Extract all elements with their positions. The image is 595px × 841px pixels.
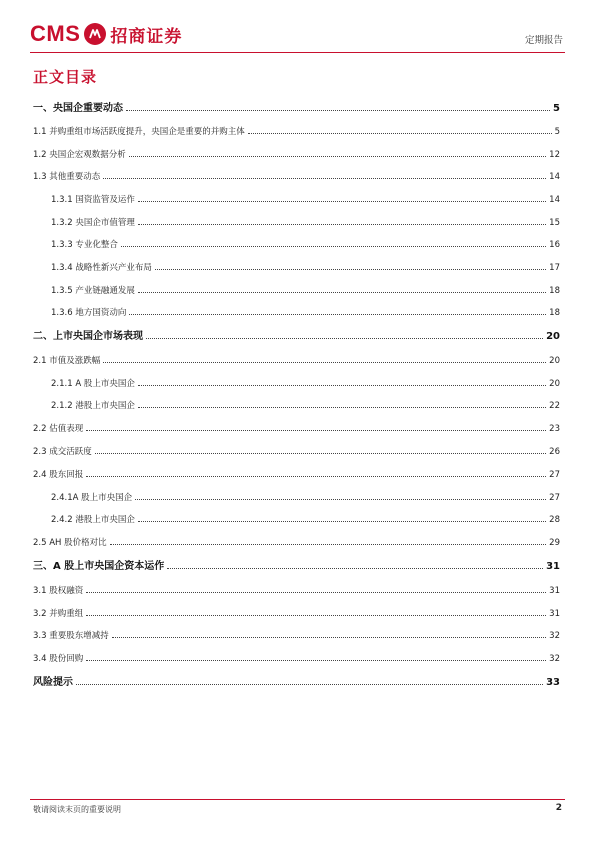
toc-entry-label: 2.4.2 港股上市央国企 — [51, 515, 135, 525]
toc-entry-page: 14 — [549, 172, 560, 182]
toc-entry-label: 2.5 AH 股价格对比 — [33, 538, 107, 548]
toc-entry-label: 2.3 成交活跃度 — [33, 447, 92, 457]
toc-entry-label: 1.3.4 战略性新兴产业布局 — [51, 263, 152, 273]
toc-entry-level-2[interactable] — [33, 350, 560, 366]
toc-entry-label: 2.4 股东回报 — [33, 470, 84, 480]
toc-dot-leader — [76, 684, 543, 685]
toc-entry-page: 14 — [549, 195, 560, 205]
toc-entry-label: 1.3.2 央国企市值管理 — [51, 217, 135, 228]
toc-entry-level-3[interactable] — [33, 189, 560, 205]
toc-entry-level-1[interactable] — [33, 326, 560, 342]
toc-dot-leader — [138, 385, 546, 386]
toc-entry-label: 3.4 股份回购 — [33, 654, 84, 664]
toc-dot-leader — [138, 224, 546, 225]
toc-entry-level-2[interactable] — [33, 532, 560, 548]
toc-dot-leader — [103, 362, 546, 363]
toc-entry-page: 27 — [549, 470, 560, 480]
toc-entry-page: 5 — [553, 103, 560, 114]
cms-logo — [30, 20, 182, 48]
toc-entry-level-3[interactable] — [33, 509, 560, 525]
toc-entry-level-2[interactable] — [33, 418, 560, 434]
toc-dot-leader — [112, 637, 546, 638]
toc-entry-label: 一、央国企重要动态 — [33, 103, 123, 114]
toc-entry-level-3[interactable] — [33, 302, 560, 318]
report-type: 定期报告 — [524, 35, 563, 46]
toc-entry-label: 1.3.3 专业化整合 — [51, 240, 118, 250]
toc-dot-leader — [167, 568, 543, 569]
toc-entry-label: 2.2 估值表现 — [33, 424, 84, 434]
toc-entry-page: 32 — [549, 631, 560, 641]
toc-entry-label: 1.3.5 产业链融通发展 — [51, 285, 135, 296]
toc-entry-page: 18 — [549, 308, 560, 318]
toc-entry-page: 29 — [549, 538, 560, 548]
toc-entry-level-2[interactable] — [33, 441, 560, 457]
toc-entry-label: 1.3.6 地方国资动向 — [51, 308, 127, 318]
toc-entry-level-1[interactable] — [33, 98, 560, 114]
toc-entry-page: 32 — [549, 654, 560, 664]
toc-entry-level-2[interactable] — [33, 464, 560, 480]
toc-entry-level-3[interactable] — [33, 487, 560, 503]
toc-entry-label: 1.2 央国企宏观数据分析 — [33, 149, 126, 160]
toc-entry-label: 三、A 股上市央国企资本运作 — [33, 561, 165, 572]
toc-entry-level-3[interactable] — [33, 257, 560, 273]
toc-entry-level-3[interactable] — [33, 395, 560, 411]
footer-disclaimer-note: 敬请阅读末页的重要说明 — [33, 805, 121, 814]
toc-dot-leader — [103, 178, 546, 179]
toc-entry-level-2[interactable] — [33, 166, 560, 182]
page-number: 2 — [555, 803, 562, 813]
toc-entry-page: 22 — [549, 401, 560, 411]
toc-dot-leader — [129, 156, 546, 157]
toc-dot-leader — [126, 110, 550, 111]
toc-entry-page: 31 — [549, 586, 560, 596]
toc-dot-leader — [146, 338, 543, 339]
toc-entry-level-3[interactable] — [33, 373, 560, 389]
toc-entry-label: 3.1 股权融资 — [33, 586, 84, 596]
toc-entry-page: 23 — [549, 424, 560, 434]
toc-dot-leader — [110, 544, 547, 545]
toc-entry-level-2[interactable] — [33, 603, 560, 619]
toc-entry-page: 17 — [549, 263, 560, 273]
toc-entry-page: 15 — [549, 217, 560, 228]
toc-entry-page: 33 — [546, 677, 560, 688]
toc-entry-page: 18 — [549, 285, 560, 296]
toc-dot-leader — [86, 430, 546, 431]
toc-entry-level-2[interactable] — [33, 625, 560, 641]
toc-dot-leader — [155, 269, 546, 270]
toc-entry-page: 20 — [549, 356, 560, 366]
toc-entry-level-2[interactable] — [33, 144, 560, 160]
toc-entry-page: 16 — [549, 240, 560, 250]
toc-entry-level-3[interactable] — [33, 212, 560, 228]
toc-entry-label: 2.4.1A 股上市央国企 — [51, 492, 133, 503]
toc-entry-label: 二、上市央国企市场表现 — [33, 331, 143, 342]
toc-dot-leader — [138, 292, 546, 293]
toc-dot-leader — [135, 499, 546, 500]
toc-entry-page: 31 — [546, 561, 560, 572]
toc-dot-leader — [129, 314, 546, 315]
toc-dot-leader — [138, 521, 546, 522]
toc-entry-label: 2.1.2 港股上市央国企 — [51, 401, 135, 411]
logo-emblem-icon — [84, 23, 106, 45]
toc-entry-label: 2.1 市值及涨跌幅 — [33, 356, 101, 366]
toc-dot-leader — [95, 453, 546, 454]
toc-entry-label: 3.3 重要股东增减持 — [33, 631, 109, 641]
toc-dot-leader — [86, 476, 546, 477]
toc-title: 正文目录 — [33, 68, 98, 86]
toc-dot-leader — [86, 615, 546, 616]
toc-dot-leader — [121, 246, 546, 247]
toc-entry-label: 1.3.1 国资监管及运作 — [51, 195, 135, 205]
header-divider — [30, 52, 565, 53]
toc-dot-leader — [86, 592, 546, 593]
toc-entry-level-1[interactable] — [33, 556, 560, 572]
toc-entry-page: 31 — [549, 608, 560, 619]
toc-entry-level-2[interactable] — [33, 121, 560, 137]
toc-entry-label: 3.2 并购重组 — [33, 608, 84, 619]
toc-entry-level-2[interactable] — [33, 648, 560, 664]
toc-entry-label: 1.1 并购重组市场活跃度提升，央国企是重要的并购主体 — [33, 127, 245, 137]
toc-entry-page: 27 — [549, 492, 560, 503]
toc-entry-page: 20 — [549, 378, 560, 389]
toc-dot-leader — [138, 201, 546, 202]
toc-dot-leader — [138, 407, 546, 408]
toc-entry-level-3[interactable] — [33, 280, 560, 296]
toc-entry-label: 2.1.1 A 股上市央国企 — [51, 378, 135, 389]
toc-entry-page: 26 — [549, 447, 560, 457]
toc-dot-leader — [248, 133, 552, 134]
toc-entry-page: 5 — [554, 127, 560, 137]
toc-entry-page: 20 — [546, 331, 560, 342]
toc-entry-label: 风险提示 — [33, 677, 73, 688]
toc-entry-level-2[interactable] — [33, 580, 560, 596]
toc-entry-page: 28 — [549, 515, 560, 525]
logo-text-en: CMS — [30, 21, 81, 46]
toc-dot-leader — [86, 660, 546, 661]
toc-entry-level-1[interactable] — [33, 672, 560, 688]
toc-entry-label: 1.3 其他重要动态 — [33, 172, 101, 182]
logo-text-cn: 招商证券 — [110, 26, 183, 47]
footer-divider — [30, 799, 565, 800]
toc-entry-page: 12 — [549, 149, 560, 160]
page-header — [30, 18, 565, 54]
toc-entry-level-3[interactable] — [33, 234, 560, 250]
